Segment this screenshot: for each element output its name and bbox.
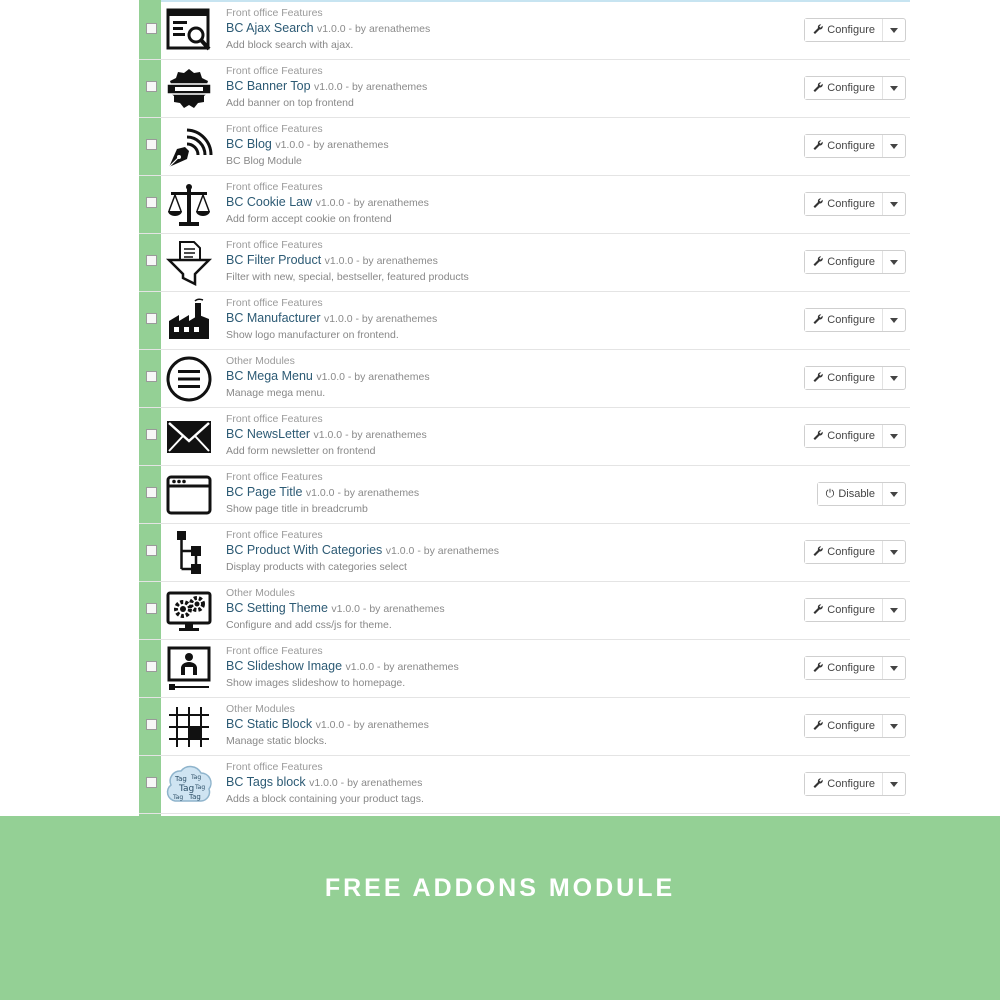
module-select-checkbox[interactable]: [146, 23, 157, 34]
module-title: [226, 484, 730, 502]
disable-button[interactable]: [818, 483, 882, 505]
caret-down-icon: [890, 492, 898, 497]
caret-down-icon: [890, 666, 898, 671]
envelope-icon: [164, 412, 214, 462]
module-info: [226, 296, 730, 342]
monitor-gears-icon: [164, 586, 214, 636]
module-action-group: [804, 772, 906, 796]
action-label: Configure: [827, 82, 875, 94]
module-category: Front office Features: [226, 413, 323, 425]
wrench-icon: [813, 140, 823, 153]
module-version: v1.0.0 - by arenathemes: [315, 197, 429, 209]
module-title: [226, 658, 730, 676]
wrench-icon: [813, 604, 823, 617]
browser-window-icon: [164, 470, 214, 520]
module-name: BC Slideshow Image: [226, 659, 343, 673]
module-description: Add form newsletter on frontend: [226, 445, 376, 457]
module-category: Other Modules: [226, 703, 295, 715]
module-name: BC Page Title: [226, 485, 303, 499]
dropdown-caret-button[interactable]: [882, 193, 905, 215]
caret-down-icon: [890, 28, 898, 33]
module-category: Front office Features: [226, 471, 323, 483]
module-description: Adds a block containing your product tags.: [226, 793, 424, 805]
module-title: [226, 136, 730, 154]
module-name: BC Manufacturer: [226, 311, 321, 325]
action-label: Configure: [827, 24, 875, 36]
module-action-group: [804, 76, 906, 100]
action-label: Configure: [827, 604, 875, 616]
dropdown-caret-button[interactable]: [882, 19, 905, 41]
svg-text:Tag: Tag: [191, 774, 202, 781]
wrench-icon: [813, 662, 823, 675]
wrench-icon: [813, 372, 823, 385]
module-category: Other Modules: [226, 587, 295, 599]
action-label: Disable: [838, 488, 875, 500]
module-description: Add block search with ajax.: [226, 39, 354, 51]
module-info: [226, 180, 730, 226]
module-name: BC Tags block: [226, 775, 306, 789]
module-name: BC Cookie Law: [226, 195, 313, 209]
wrench-icon: [813, 546, 823, 559]
action-label: Configure: [827, 546, 875, 558]
wrench-icon: [813, 430, 823, 443]
configure-button[interactable]: [805, 715, 882, 737]
wrench-icon: [813, 314, 823, 327]
module-description: Manage mega menu.: [226, 387, 326, 399]
configure-button[interactable]: [805, 193, 882, 215]
dropdown-caret-button[interactable]: [882, 657, 905, 679]
module-info: [226, 6, 730, 52]
module-description: BC Blog Module: [226, 155, 302, 167]
module-title: [226, 368, 730, 386]
module-title: [226, 310, 730, 328]
module-version: v1.0.0 - by arenathemes: [316, 371, 430, 383]
module-description: Manage static blocks.: [226, 735, 327, 747]
wrench-icon: [813, 24, 823, 37]
action-label: Configure: [827, 314, 875, 326]
module-info: [226, 412, 730, 458]
module-action-group: [804, 714, 906, 738]
caret-down-icon: [890, 550, 898, 555]
module-row: [139, 466, 910, 524]
module-category: Other Modules: [226, 355, 295, 367]
module-title: [226, 774, 730, 792]
svg-text:Tag: Tag: [195, 784, 206, 791]
category-tree-icon: [164, 528, 214, 578]
dropdown-caret-button[interactable]: [882, 599, 905, 621]
module-row: [139, 2, 910, 60]
module-name: BC Setting Theme: [226, 601, 328, 615]
module-name: BC Mega Menu: [226, 369, 313, 383]
module-description: Filter with new, special, bestseller, featured products: [226, 271, 469, 283]
module-info: [226, 354, 730, 400]
module-action-group: [804, 598, 906, 622]
svg-text:Tag: Tag: [179, 784, 195, 794]
caret-down-icon: [890, 144, 898, 149]
module-name: BC Static Block: [226, 717, 313, 731]
module-select-checkbox[interactable]: [146, 545, 157, 556]
module-version: v1.0.0 - by arenathemes: [345, 661, 459, 673]
module-info: [226, 760, 730, 806]
module-description: Display products with categories select: [226, 561, 407, 573]
module-row: [139, 582, 910, 640]
grid-block-icon: [164, 702, 214, 752]
module-version: v1.0.0 - by arenathemes: [305, 487, 420, 499]
module-select-checkbox[interactable]: [146, 719, 157, 730]
wrench-icon: [813, 720, 823, 733]
wrench-icon: [813, 82, 823, 95]
module-select-checkbox[interactable]: [146, 139, 157, 150]
action-label: Configure: [827, 256, 875, 268]
module-list: [139, 2, 910, 814]
action-label: Configure: [827, 372, 875, 384]
action-label: Configure: [827, 198, 875, 210]
module-category: Front office Features: [226, 65, 323, 77]
module-category: Front office Features: [226, 529, 323, 541]
module-info: [226, 644, 730, 690]
action-label: Configure: [827, 662, 875, 674]
dropdown-caret-button[interactable]: [882, 251, 905, 273]
configure-button[interactable]: [805, 773, 882, 795]
module-row: [139, 60, 910, 118]
module-row: [139, 640, 910, 698]
dropdown-caret-button[interactable]: [882, 309, 905, 331]
module-select-checkbox[interactable]: [146, 255, 157, 266]
module-category: Front office Features: [226, 123, 323, 135]
module-version: v1.0.0 - by arenathemes: [314, 81, 428, 93]
action-label: Configure: [827, 720, 875, 732]
wrench-icon: [813, 778, 823, 791]
module-title: [226, 600, 730, 618]
module-version: v1.0.0 - by arenathemes: [323, 313, 438, 325]
module-action-group: [804, 18, 906, 42]
module-select-checkbox[interactable]: [146, 661, 157, 672]
menu-circle-icon: [164, 354, 214, 404]
configure-button[interactable]: [805, 135, 882, 157]
module-row: [139, 524, 910, 582]
module-action-group: [804, 134, 906, 158]
configure-button[interactable]: [805, 251, 882, 273]
module-select-checkbox[interactable]: [146, 603, 157, 614]
dropdown-caret-button[interactable]: [882, 715, 905, 737]
caret-down-icon: [890, 86, 898, 91]
action-label: Configure: [827, 430, 875, 442]
module-category: Front office Features: [226, 7, 323, 19]
module-action-group: [804, 540, 906, 564]
caret-down-icon: [890, 724, 898, 729]
configure-button[interactable]: [805, 77, 882, 99]
module-select-checkbox[interactable]: [146, 371, 157, 382]
module-action-group: [804, 424, 906, 448]
module-category: Front office Features: [226, 181, 323, 193]
module-description: Show logo manufacturer on frontend.: [226, 329, 399, 341]
module-row: [139, 176, 910, 234]
configure-button[interactable]: [805, 309, 882, 331]
module-title: [226, 20, 730, 38]
banner-badge-icon: [164, 64, 214, 114]
module-action-group: [804, 656, 906, 680]
module-row: [139, 292, 910, 350]
module-select-checkbox[interactable]: [146, 487, 157, 498]
module-title: [226, 78, 730, 96]
module-action-group: [804, 366, 906, 390]
module-row: [139, 408, 910, 466]
caret-down-icon: [890, 376, 898, 381]
module-action-group: [804, 192, 906, 216]
module-category: Front office Features: [226, 645, 323, 657]
module-name: BC Blog: [226, 137, 272, 151]
configure-button[interactable]: [805, 599, 882, 621]
dropdown-caret-button[interactable]: [882, 367, 905, 389]
module-title: [226, 194, 730, 212]
module-row: [139, 698, 910, 756]
caret-down-icon: [890, 782, 898, 787]
module-info: [226, 238, 730, 284]
dropdown-caret-button[interactable]: [882, 483, 905, 505]
module-version: v1.0.0 - by arenathemes: [317, 23, 431, 35]
svg-text:Tag: Tag: [189, 793, 201, 801]
configure-button[interactable]: [805, 367, 882, 389]
action-label: Configure: [827, 778, 875, 790]
wrench-icon: [813, 256, 823, 269]
ajax-search-icon: [164, 6, 214, 56]
configure-button[interactable]: [805, 425, 882, 447]
dropdown-caret-button[interactable]: [882, 77, 905, 99]
dropdown-caret-button[interactable]: [882, 773, 905, 795]
module-name: BC Product With Categories: [226, 543, 383, 557]
dropdown-caret-button[interactable]: [882, 541, 905, 563]
module-version: v1.0.0 - by arenathemes: [313, 429, 427, 441]
configure-button[interactable]: [805, 657, 882, 679]
module-version: v1.0.0 - by arenathemes: [315, 719, 429, 731]
module-category: Front office Features: [226, 761, 323, 773]
configure-button[interactable]: [805, 19, 882, 41]
module-category: Front office Features: [226, 297, 323, 309]
module-row: [139, 118, 910, 176]
module-category: Front office Features: [226, 239, 323, 251]
module-description: Add form accept cookie on frontend: [226, 213, 392, 225]
factory-icon: [164, 296, 214, 346]
module-select-checkbox[interactable]: [146, 429, 157, 440]
module-select-checkbox[interactable]: [146, 197, 157, 208]
power-icon: ⏻: [825, 487, 835, 500]
caret-down-icon: [890, 318, 898, 323]
caret-down-icon: [890, 434, 898, 439]
module-select-checkbox[interactable]: [146, 81, 157, 92]
module-name: BC Ajax Search: [226, 21, 314, 35]
module-name: BC Filter Product: [226, 253, 322, 267]
svg-text:Tag: Tag: [173, 794, 184, 801]
module-version: v1.0.0 - by arenathemes: [331, 603, 445, 615]
wrench-icon: [813, 198, 823, 211]
pen-nib-icon: [164, 122, 214, 172]
module-select-checkbox[interactable]: [146, 313, 157, 324]
module-description: Show page title in breadcrumb: [226, 503, 368, 515]
module-description: Add banner on top frontend: [226, 97, 354, 109]
module-info: [226, 702, 730, 748]
module-action-group: [817, 482, 906, 506]
scales-icon: [164, 180, 214, 230]
dropdown-caret-button[interactable]: [882, 425, 905, 447]
module-version: v1.0.0 - by arenathemes: [309, 777, 423, 789]
module-title: [226, 426, 730, 444]
module-row: [139, 350, 910, 408]
module-version: v1.0.0 - by arenathemes: [275, 139, 389, 151]
caret-down-icon: [890, 260, 898, 265]
module-name: BC Banner Top: [226, 79, 311, 93]
svg-text:Tag: Tag: [175, 775, 187, 783]
module-action-group: [804, 308, 906, 332]
tag-cloud-icon: [164, 760, 214, 810]
footer-title: FREE ADDONS MODULE: [324, 874, 676, 902]
module-info: [226, 122, 730, 168]
module-info: [226, 64, 730, 110]
module-version: v1.0.0 - by arenathemes: [324, 255, 438, 267]
module-action-group: [804, 250, 906, 274]
module-name: BC NewsLetter: [226, 427, 311, 441]
footer-banner: [0, 816, 1000, 1000]
module-row: [139, 756, 910, 814]
module-info: [226, 586, 730, 632]
caret-down-icon: [890, 608, 898, 613]
module-version: v1.0.0 - by arenathemes: [385, 545, 500, 557]
module-info: [226, 470, 730, 516]
module-select-checkbox[interactable]: [146, 777, 157, 788]
caret-down-icon: [890, 202, 898, 207]
dropdown-caret-button[interactable]: [882, 135, 905, 157]
module-title: [226, 542, 730, 560]
module-title: [226, 716, 730, 734]
module-description: Configure and add css/js for theme.: [226, 619, 392, 631]
module-info: [226, 528, 730, 574]
filter-funnel-icon: [164, 238, 214, 288]
module-row: [139, 234, 910, 292]
module-description: Show images slideshow to homepage.: [226, 677, 406, 689]
module-title: [226, 252, 730, 270]
action-label: Configure: [827, 140, 875, 152]
slideshow-icon: [164, 644, 214, 694]
configure-button[interactable]: [805, 541, 882, 563]
